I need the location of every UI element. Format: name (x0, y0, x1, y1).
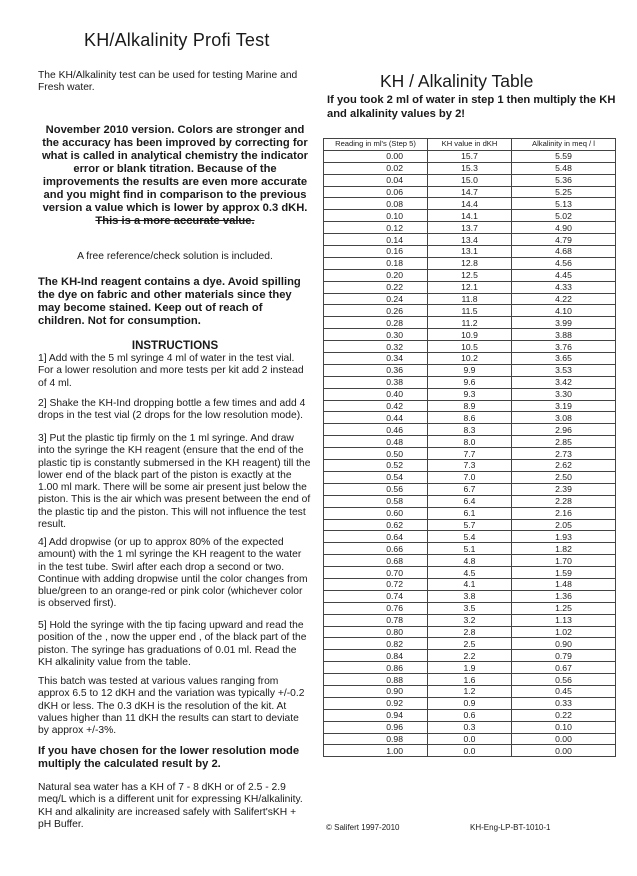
reading-cell: 0.70 (324, 567, 428, 579)
kh-cell: 12.8 (428, 257, 512, 269)
reading-cell: 0.14 (324, 234, 428, 246)
reading-cell: 0.00 (324, 150, 428, 162)
alkalinity-cell: 4.79 (512, 234, 616, 246)
alkalinity-cell: 2.39 (512, 483, 616, 495)
alkalinity-cell: 4.68 (512, 246, 616, 258)
alkalinity-cell: 1.13 (512, 614, 616, 626)
alkalinity-cell: 4.56 (512, 257, 616, 269)
alkalinity-cell: 4.45 (512, 269, 616, 281)
header-alkalinity: Alkalinity in meq / l (512, 139, 616, 151)
table-row (324, 329, 616, 341)
table-row (324, 471, 616, 483)
reading-cell: 0.96 (324, 721, 428, 733)
alkalinity-cell: 5.36 (512, 174, 616, 186)
document-title: KH/Alkalinity Profi Test (84, 30, 270, 50)
table-row (324, 543, 616, 555)
kh-cell: 13.4 (428, 234, 512, 246)
kh-cell: 15.3 (428, 162, 512, 174)
table-row (324, 293, 616, 305)
table-row (324, 341, 616, 353)
alkalinity-cell: 2.16 (512, 507, 616, 519)
alkalinity-cell: 3.76 (512, 341, 616, 353)
alkalinity-cell: 2.85 (512, 436, 616, 448)
reading-cell: 0.48 (324, 436, 428, 448)
reading-cell: 0.34 (324, 353, 428, 365)
alkalinity-cell: 1.82 (512, 543, 616, 555)
kh-cell: 8.6 (428, 412, 512, 424)
table-row (324, 210, 616, 222)
kh-cell: 10.2 (428, 353, 512, 365)
step-4: 4] Add dropwise (or up to approx 80% of the expected amount) with the 1 ml syringe the KH reagent to the water in the test tube. Swirl after each drop a second or two. Continue with adding dropwise until the color changes from blue/green to an orange-red or pink color (whichever color is observed first). (38, 537, 308, 610)
reading-cell: 0.18 (324, 257, 428, 269)
kh-cell: 9.3 (428, 388, 512, 400)
kh-cell: 0.0 (428, 733, 512, 745)
reading-cell: 0.50 (324, 448, 428, 460)
table-row (324, 567, 616, 579)
step-3: 3] Put the plastic tip firmly on the 1 ml syringe. And draw into the syringe the KH reagent (ensure that the end of the plastic tip is constantly submersed in the KH reagent) till the lower end of the black part of the piston is exactly at the 1.00 ml mark. There will be some air present just below the piston. This is the air which was present between the end of the plastic tip and the piston. This will not influence the test result. (38, 433, 311, 531)
reading-cell: 0.44 (324, 412, 428, 424)
reading-cell: 0.64 (324, 531, 428, 543)
alkalinity-cell: 3.53 (512, 364, 616, 376)
table-row (324, 174, 616, 186)
reading-cell: 0.46 (324, 424, 428, 436)
alkalinity-cell: 0.33 (512, 697, 616, 709)
alkalinity-cell: 3.08 (512, 412, 616, 424)
table-row (324, 483, 616, 495)
kh-cell: 3.5 (428, 602, 512, 614)
kh-cell: 0.0 (428, 745, 512, 757)
reading-cell: 0.86 (324, 662, 428, 674)
table-row (324, 495, 616, 507)
alkalinity-cell: 0.67 (512, 662, 616, 674)
alkalinity-cell: 2.73 (512, 448, 616, 460)
table-row (324, 674, 616, 686)
reading-cell: 0.88 (324, 674, 428, 686)
reading-cell: 0.20 (324, 269, 428, 281)
alkalinity-cell: 2.62 (512, 460, 616, 472)
kh-cell: 12.1 (428, 281, 512, 293)
table-row (324, 186, 616, 198)
kh-cell: 7.7 (428, 448, 512, 460)
table-row (324, 400, 616, 412)
alkalinity-cell: 4.33 (512, 281, 616, 293)
table-title: KH / Alkalinity Table (380, 71, 534, 91)
table-row (324, 269, 616, 281)
table-row (324, 590, 616, 602)
reading-cell: 0.24 (324, 293, 428, 305)
kh-cell: 7.0 (428, 471, 512, 483)
alkalinity-cell: 3.65 (512, 353, 616, 365)
alkalinity-cell: 1.48 (512, 578, 616, 590)
table-row (324, 650, 616, 662)
reading-cell: 0.40 (324, 388, 428, 400)
table-row (324, 638, 616, 650)
kh-cell: 0.6 (428, 709, 512, 721)
kh-cell: 4.8 (428, 555, 512, 567)
alkalinity-cell: 5.25 (512, 186, 616, 198)
table-row (324, 626, 616, 638)
reading-cell: 0.82 (324, 638, 428, 650)
table-row (324, 555, 616, 567)
kh-cell: 10.5 (428, 341, 512, 353)
kh-cell: 2.8 (428, 626, 512, 638)
kh-cell: 14.1 (428, 210, 512, 222)
reading-cell: 0.26 (324, 305, 428, 317)
alkalinity-cell: 1.70 (512, 555, 616, 567)
alkalinity-cell: 4.22 (512, 293, 616, 305)
alkalinity-cell: 0.00 (512, 733, 616, 745)
table-row (324, 257, 616, 269)
version-note: November 2010 version. Colors are stronger and the accuracy has been improved by correcting for what is called in analytical chemistry the indicator error or blank titration. Because of the improvements the results are even more accurate and you might find in comparison to the previous version a value which is lower by approx 0.3 dKH. This is a more accurate value. (38, 124, 312, 228)
header-reading: Reading in ml's (Step 5) (324, 139, 428, 151)
alkalinity-cell: 1.59 (512, 567, 616, 579)
alkalinity-cell: 5.02 (512, 210, 616, 222)
reading-cell: 0.60 (324, 507, 428, 519)
alkalinity-cell: 0.56 (512, 674, 616, 686)
reading-cell: 0.62 (324, 519, 428, 531)
kh-cell: 1.2 (428, 685, 512, 697)
reading-cell: 1.00 (324, 745, 428, 757)
reading-cell: 0.08 (324, 198, 428, 210)
alkalinity-cell: 5.13 (512, 198, 616, 210)
reading-cell: 0.04 (324, 174, 428, 186)
reading-cell: 0.98 (324, 733, 428, 745)
kh-cell: 3.2 (428, 614, 512, 626)
kh-cell: 0.9 (428, 697, 512, 709)
reading-cell: 0.16 (324, 246, 428, 258)
table-header-row (324, 139, 616, 151)
table-row (324, 662, 616, 674)
reading-cell: 0.38 (324, 376, 428, 388)
table-row (324, 305, 616, 317)
table-row (324, 364, 616, 376)
kh-cell: 3.8 (428, 590, 512, 602)
sea-water-note: Natural sea water has a KH of 7 - 8 dKH or of 2.5 - 2.9 meq/L which is a different unit for expressing KH/alkalinity. KH and alkalinity are increased safely with Salifert'sKH + pH Buffer. (38, 782, 303, 830)
reading-cell: 0.68 (324, 555, 428, 567)
table-row (324, 317, 616, 329)
reading-cell: 0.56 (324, 483, 428, 495)
reading-cell: 0.66 (324, 543, 428, 555)
table-row (324, 507, 616, 519)
table-row (324, 412, 616, 424)
reading-cell: 0.52 (324, 460, 428, 472)
table-row (324, 353, 616, 365)
reading-cell: 0.12 (324, 222, 428, 234)
kh-cell: 11.5 (428, 305, 512, 317)
alkalinity-cell: 0.22 (512, 709, 616, 721)
reading-cell: 0.28 (324, 317, 428, 329)
kh-cell: 9.9 (428, 364, 512, 376)
low-resolution-note: If you have chosen for the lower resolution mode multiply the calculated result by 2. (38, 745, 300, 770)
table-row (324, 697, 616, 709)
table-row (324, 614, 616, 626)
reading-cell: 0.30 (324, 329, 428, 341)
kh-cell: 5.4 (428, 531, 512, 543)
kh-cell: 11.8 (428, 293, 512, 305)
reading-cell: 0.78 (324, 614, 428, 626)
table-row (324, 721, 616, 733)
reading-cell: 0.80 (324, 626, 428, 638)
table-row (324, 733, 616, 745)
reading-cell: 0.36 (324, 364, 428, 376)
table-row (324, 602, 616, 614)
alkalinity-cell: 1.36 (512, 590, 616, 602)
alkalinity-cell: 3.30 (512, 388, 616, 400)
table-row (324, 460, 616, 472)
table-row (324, 234, 616, 246)
table-subtitle: If you took 2 ml of water in step 1 then multiply the KH and alkalinity values by 2! (327, 94, 616, 120)
table-row (324, 281, 616, 293)
kh-cell: 6.4 (428, 495, 512, 507)
copyright: © Salifert 1997-2010 (326, 823, 400, 832)
reading-cell: 0.54 (324, 471, 428, 483)
alkalinity-cell: 3.19 (512, 400, 616, 412)
kh-cell: 15.0 (428, 174, 512, 186)
version-note-struck: This is a more accurate value. (95, 215, 255, 227)
alkalinity-cell: 0.45 (512, 685, 616, 697)
header-kh: KH value in dKH (428, 139, 512, 151)
kh-cell: 13.1 (428, 246, 512, 258)
table-row (324, 448, 616, 460)
reading-cell: 0.94 (324, 709, 428, 721)
table-row (324, 578, 616, 590)
reading-cell: 0.32 (324, 341, 428, 353)
alkalinity-cell: 0.10 (512, 721, 616, 733)
reading-cell: 0.22 (324, 281, 428, 293)
table-row (324, 531, 616, 543)
alkalinity-cell: 4.10 (512, 305, 616, 317)
kh-cell: 0.3 (428, 721, 512, 733)
reading-cell: 0.42 (324, 400, 428, 412)
reading-cell: 0.90 (324, 685, 428, 697)
alkalinity-cell: 2.05 (512, 519, 616, 531)
reading-cell: 0.10 (324, 210, 428, 222)
batch-note: This batch was tested at various values ranging from approx 6.5 to 12 dKH and the variation was typically +/-0.2 dKH or less. The 0.3 dKH is the resolution of the kit. At values higher than 11 dKH the results can start to deviate by approx +/-3%. (38, 676, 305, 737)
kh-cell: 5.1 (428, 543, 512, 555)
kh-cell: 13.7 (428, 222, 512, 234)
alkalinity-cell: 1.02 (512, 626, 616, 638)
kh-cell: 11.2 (428, 317, 512, 329)
step-5: 5] Hold the syringe with the tip facing upward and read the position of the , now the upper end , of the black part of the piston. The syringe has graduations of 0.01 ml. Read the KH alkalinity value from the table. (38, 620, 307, 668)
table-row (324, 685, 616, 697)
table-row (324, 519, 616, 531)
kh-cell: 8.3 (428, 424, 512, 436)
kh-alkalinity-table (323, 138, 616, 757)
step-2: 2] Shake the KH-Ind dropping bottle a few times and add 4 drops in the test vial (2 drops for the low resolution mode). (38, 398, 306, 422)
kh-cell: 12.5 (428, 269, 512, 281)
table-row (324, 388, 616, 400)
alkalinity-cell: 5.48 (512, 162, 616, 174)
reference-note: A free reference/check solution is included. (77, 251, 273, 262)
table-row (324, 150, 616, 162)
kh-cell: 2.5 (428, 638, 512, 650)
reading-cell: 0.76 (324, 602, 428, 614)
alkalinity-cell: 2.96 (512, 424, 616, 436)
kh-cell: 8.0 (428, 436, 512, 448)
reading-cell: 0.58 (324, 495, 428, 507)
alkalinity-cell: 2.28 (512, 495, 616, 507)
kh-cell: 9.6 (428, 376, 512, 388)
kh-cell: 6.7 (428, 483, 512, 495)
reading-cell: 0.74 (324, 590, 428, 602)
table-row (324, 198, 616, 210)
alkalinity-cell: 0.90 (512, 638, 616, 650)
kh-cell: 7.3 (428, 460, 512, 472)
alkalinity-cell: 5.59 (512, 150, 616, 162)
kh-cell: 4.5 (428, 567, 512, 579)
kh-cell: 15.7 (428, 150, 512, 162)
reading-cell: 0.02 (324, 162, 428, 174)
alkalinity-cell: 2.50 (512, 471, 616, 483)
table-row (324, 376, 616, 388)
instructions-heading: INSTRUCTIONS (131, 340, 219, 352)
kh-cell: 4.1 (428, 578, 512, 590)
warning-text: The KH-Ind reagent contains a dye. Avoid spilling the dye on fabric and other materials since they may become stained. Keep out of reach of children. Not for consumption. (38, 276, 301, 327)
table-row (324, 424, 616, 436)
kh-cell: 10.9 (428, 329, 512, 341)
intro-text: The KH/Alkalinity test can be used for testing Marine and Fresh water. (38, 70, 298, 94)
step-1: 1] Add with the 5 ml syringe 4 ml of water in the test vial. For a lower resolution and more tests per kit add 2 instead of 4 ml. (38, 353, 304, 389)
alkalinity-cell: 1.25 (512, 602, 616, 614)
reading-cell: 0.06 (324, 186, 428, 198)
kh-cell: 14.4 (428, 198, 512, 210)
kh-cell: 6.1 (428, 507, 512, 519)
table-row (324, 162, 616, 174)
document-code: KH-Eng-LP-BT-1010-1 (470, 823, 551, 832)
alkalinity-cell: 3.42 (512, 376, 616, 388)
table-row (324, 709, 616, 721)
alkalinity-cell: 0.79 (512, 650, 616, 662)
reading-cell: 0.92 (324, 697, 428, 709)
kh-cell: 5.7 (428, 519, 512, 531)
alkalinity-cell: 3.88 (512, 329, 616, 341)
alkalinity-cell: 1.93 (512, 531, 616, 543)
alkalinity-cell: 4.90 (512, 222, 616, 234)
table-row (324, 246, 616, 258)
kh-cell: 1.9 (428, 662, 512, 674)
table-row (324, 222, 616, 234)
reading-cell: 0.72 (324, 578, 428, 590)
reading-cell: 0.84 (324, 650, 428, 662)
table-row (324, 745, 616, 757)
table-row (324, 436, 616, 448)
kh-cell: 8.9 (428, 400, 512, 412)
kh-cell: 2.2 (428, 650, 512, 662)
kh-cell: 14.7 (428, 186, 512, 198)
alkalinity-cell: 3.99 (512, 317, 616, 329)
alkalinity-cell: 0.00 (512, 745, 616, 757)
kh-cell: 1.6 (428, 674, 512, 686)
